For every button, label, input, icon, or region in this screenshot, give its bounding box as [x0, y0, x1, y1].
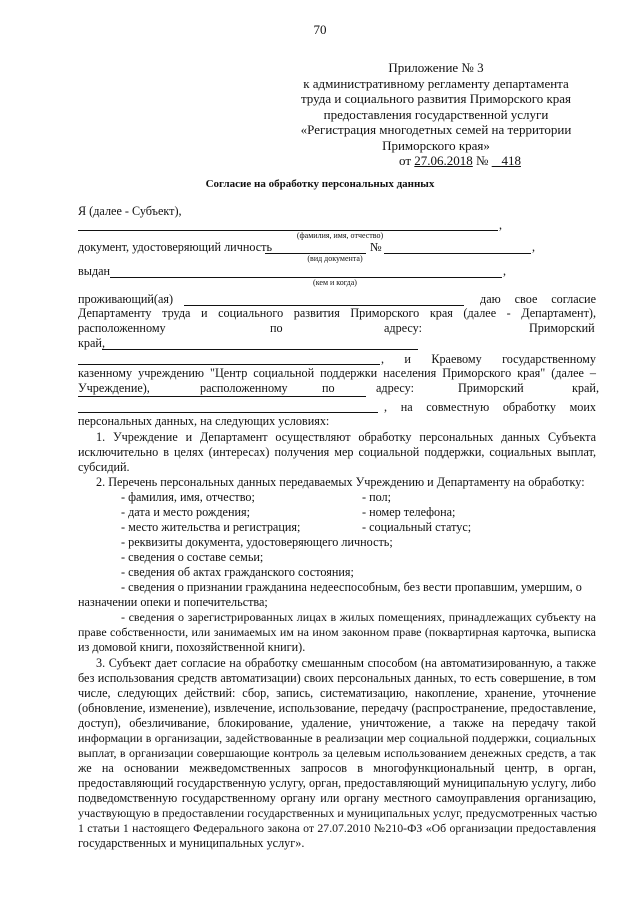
body-line: информации в организации, задействованные в реализации мер социальной поддержки, социальных — [78, 731, 596, 745]
fio-caption: (фамилия, имя, отчество) — [296, 231, 384, 240]
body-line: (обновление, изменение), извлечение, использование, передачу (распространение, предоставление, — [78, 701, 596, 715]
body-line: Департаменту труда и социального развития Приморского края (далее - Департамент), — [78, 306, 596, 320]
list-item: - сведения о составе семьи; — [121, 550, 264, 564]
list-item: - дата и место рождения; — [121, 505, 250, 519]
appendix-number: 418 — [501, 153, 521, 168]
issued-caption: (кем и когда) — [313, 278, 357, 287]
document-title: Согласие на обработку персональных данных — [205, 178, 435, 190]
body-word: Учреждение), — [78, 381, 150, 395]
doc-caption: (вид документа) — [307, 254, 363, 263]
body-line: 1 статьи 1 настоящего Федерального закона от 27.07.2010 №210-ФЗ «Об организации предоставления — [78, 821, 596, 835]
appendix-line: «Регистрация многодетных семей на территории — [300, 122, 572, 137]
comma: , — [532, 240, 536, 254]
body-word: Приморский — [529, 321, 595, 335]
body-word: Приморский — [458, 381, 524, 395]
body-line: участвующую в предоставлении государственных и муниципальных услуг, предусмотренных частью — [78, 806, 598, 820]
body-word: край, — [78, 336, 105, 350]
appendix-date: 27.06.2018 — [414, 153, 473, 168]
body-line: государственных и муниципальных услуг». — [78, 836, 305, 850]
intro-text: Я (далее - Субъект), — [78, 204, 182, 218]
dept-address-line[interactable] — [102, 349, 418, 350]
body-line: подведомственную государственному органу или органу местного самоуправления организацию, — [78, 791, 596, 805]
appendix-line: труда и социального развития Приморского края — [300, 91, 572, 106]
num-prefix: № — [476, 153, 489, 168]
body-line: доступ), обезличивание, блокирование, удаление, уничтожение, а также на передачу такой — [78, 716, 596, 730]
list-item: - сведения об актах гражданского состояния; — [121, 565, 354, 579]
date-prefix: от — [399, 153, 412, 168]
body-line: казенному учреждению "Центр социальной поддержки населения Приморского края" (далее – — [78, 366, 596, 380]
list-item: праве собственности, или занимаемых им на ином законном праве (поквартирная карточка, выписка — [78, 625, 596, 639]
institution-address-line-2[interactable] — [78, 412, 378, 413]
body-word: край, — [572, 381, 599, 395]
list-item: - реквизиты документа, удостоверяющего личность; — [121, 535, 393, 549]
body-word: расположенному — [78, 321, 166, 335]
comma: , — [503, 264, 507, 278]
appendix-line: к административному регламенту департамента — [303, 75, 569, 91]
issued-label: выдан — [78, 264, 111, 278]
institution-address-line[interactable] — [78, 396, 366, 397]
body-line: исключительно в целях (интересах) получения мер социальной поддержки, социальных выплат, — [78, 445, 596, 459]
list-item: назначении опеки и попечительства; — [78, 595, 268, 609]
body-word: расположенному — [200, 381, 288, 395]
doc-num-label: № — [370, 240, 382, 254]
doc-num-line[interactable] — [384, 253, 531, 254]
body-word: по — [270, 321, 283, 335]
list-item: - номер телефона; — [362, 505, 456, 519]
appendix-line: Приморского края» — [382, 137, 490, 153]
body-line: субсидий. — [78, 460, 130, 474]
doc-label: документ, удостоверяющий личность — [78, 240, 273, 254]
body-word: по — [322, 381, 335, 395]
body-line: числе, следующих действий: сбор, запись, систематизацию, накопление, хранение, уточнение — [78, 686, 596, 700]
list-item: - место жительства и регистрация; — [121, 520, 301, 534]
body-line: выплат, в организации совершающие контроль за целевым использованием денежных средств, а так — [78, 746, 596, 760]
comma: , — [499, 218, 503, 232]
body-line: 2. Перечень персональных данных передаваемых Учреждению и Департаменту на обработку: — [96, 475, 585, 489]
consent-tail: даю свое согласие — [480, 292, 596, 306]
body-line: же на основании межведомственных запросов в многофункциональный центр, в орган, — [78, 761, 596, 775]
appendix-line: предоставления государственной услуги — [323, 106, 549, 122]
body-word: адресу: — [384, 321, 422, 335]
appendix-line: Приложение № 3 — [388, 60, 484, 75]
appendix-header — [296, 60, 576, 169]
list-item: - фамилия, имя, отчество; — [121, 490, 255, 504]
page-number: 70 — [313, 22, 327, 37]
living-label: проживающий(ая) — [78, 292, 174, 306]
list-item: - пол; — [362, 490, 392, 504]
list-item: - социальный статус; — [362, 520, 472, 534]
body-line: , и Краевому государственному — [381, 352, 596, 366]
body-line: персональных данных, на следующих условиях: — [78, 414, 330, 428]
body-word: адресу: — [376, 381, 414, 395]
body-line: , на совместную обработку моих — [384, 400, 596, 414]
list-item: - сведения о зарегистрированных лицах в жилых помещениях, принадлежащих субъекту на — [121, 610, 596, 624]
list-item: - сведения о признании гражданина недееспособным, без вести пропавшим, умершим, о — [121, 580, 582, 594]
dept-address-line-2[interactable] — [78, 364, 380, 365]
body-line: 1. Учреждение и Департамент осуществляют обработку персональных данных Субъекта — [96, 430, 596, 444]
body-line: 3. Субъект дает согласие на обработку смешанным способом (на автоматизированную, а также — [96, 656, 596, 670]
body-line: предоставляющий государственную услугу, орган, предоставляющий муниципальную услугу, либо — [78, 776, 596, 790]
list-item: из домовой книги, похозяйственной книги). — [78, 640, 306, 654]
appendix-date-line — [296, 153, 576, 169]
body-line: без использования средств автоматизации) своих персональных данных, то есть совершение, в том — [78, 671, 596, 685]
